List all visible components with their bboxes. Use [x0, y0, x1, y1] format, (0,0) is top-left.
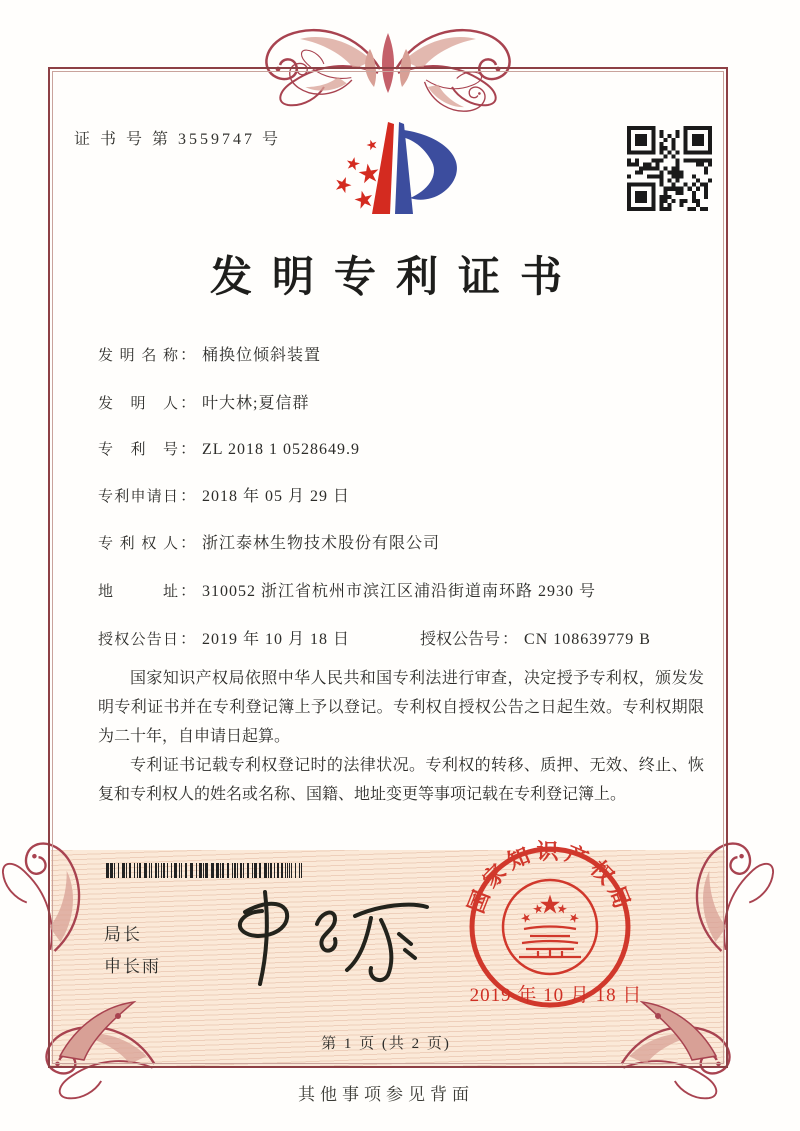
- seal-text: 国家知识产权局: [463, 839, 637, 917]
- field-grant-date: [98, 626, 704, 649]
- handwritten-signature-icon: [215, 886, 450, 990]
- field-label: 地址: [98, 584, 178, 600]
- top-center-flourish: [266, 30, 509, 116]
- field-value: 2019 年 10 月 18 日: [202, 631, 351, 648]
- page-number-note: 第 1 页 (共 2 页): [321, 1036, 451, 1052]
- signer-name: 申长雨: [104, 957, 161, 976]
- field-label: 授权公告号: [420, 631, 501, 648]
- cnipa-logo-icon: [320, 112, 488, 232]
- certificate-number: 证 书 号 第 3559747 号: [74, 131, 282, 148]
- field-colon: ：: [180, 347, 197, 364]
- logo-stars: [333, 138, 380, 209]
- field-colon: ：: [502, 631, 519, 648]
- field-colon: ：: [180, 535, 197, 552]
- logo-red-wedge: [372, 122, 394, 214]
- field-value: ZL 2018 1 0528649.9: [202, 441, 360, 458]
- field-value: 桶换位倾斜装置: [202, 347, 322, 364]
- field-label: 专利权人: [98, 536, 178, 552]
- field-colon: ：: [180, 441, 197, 458]
- field-inventor: [98, 390, 309, 413]
- field-grant-number: [420, 626, 651, 649]
- qr-code-icon: [627, 126, 712, 211]
- field-value: CN 108639779 B: [524, 631, 651, 648]
- emblem-gate: [519, 927, 581, 958]
- legal-paragraph-1: 国家知识产权局依照中华人民共和国专利法进行审查，决定授予专利权，颁发发明专利证书并在专利登记簿上予以登记。专利权自授权公告之日起生效。专利权期限为二十年，自申请日起算。: [98, 670, 704, 745]
- seal-date: 2019 年 10 月 18 日: [469, 985, 643, 1006]
- field-colon: ：: [180, 583, 197, 600]
- field-patentee: [98, 530, 440, 553]
- field-filing-date: [98, 483, 350, 506]
- field-colon: ：: [180, 488, 197, 505]
- emblem-stars: [520, 895, 581, 924]
- field-value: 浙江泰林生物技术股份有限公司: [202, 535, 441, 552]
- field-value: 叶大林;夏信群: [202, 395, 310, 412]
- field-patent-number: [98, 436, 360, 459]
- field-value: 310052 浙江省杭州市滨江区浦沿街道南环路 2930 号: [202, 583, 597, 600]
- back-side-note: 其他事项参见背面: [298, 1085, 474, 1104]
- field-label: 专利申请日: [98, 489, 178, 505]
- field-label: 发明人: [98, 396, 178, 412]
- field-colon: ：: [180, 631, 197, 648]
- signer-title: 局长: [104, 925, 142, 944]
- field-address: [98, 578, 596, 601]
- field-invention-name: [98, 342, 321, 365]
- certificate-title: 发明专利证书: [209, 255, 582, 301]
- field-label: 发明名称: [98, 348, 178, 364]
- field-colon: ：: [180, 395, 197, 412]
- national-emblem: [503, 880, 597, 974]
- legal-paragraph-2: 专利证书记载专利权登记时的法律状况。专利权的转移、质押、无效、终止、恢复和专利权人的姓名或名称、国籍、地址变更等事项记载在专利登记簿上。: [98, 757, 704, 803]
- field-label: 授权公告日: [98, 632, 178, 648]
- field-label: 专利号: [98, 442, 178, 458]
- barcode-icon: [106, 863, 304, 878]
- legal-text-block: [98, 664, 704, 809]
- field-value: 2018 年 05 月 29 日: [202, 488, 351, 505]
